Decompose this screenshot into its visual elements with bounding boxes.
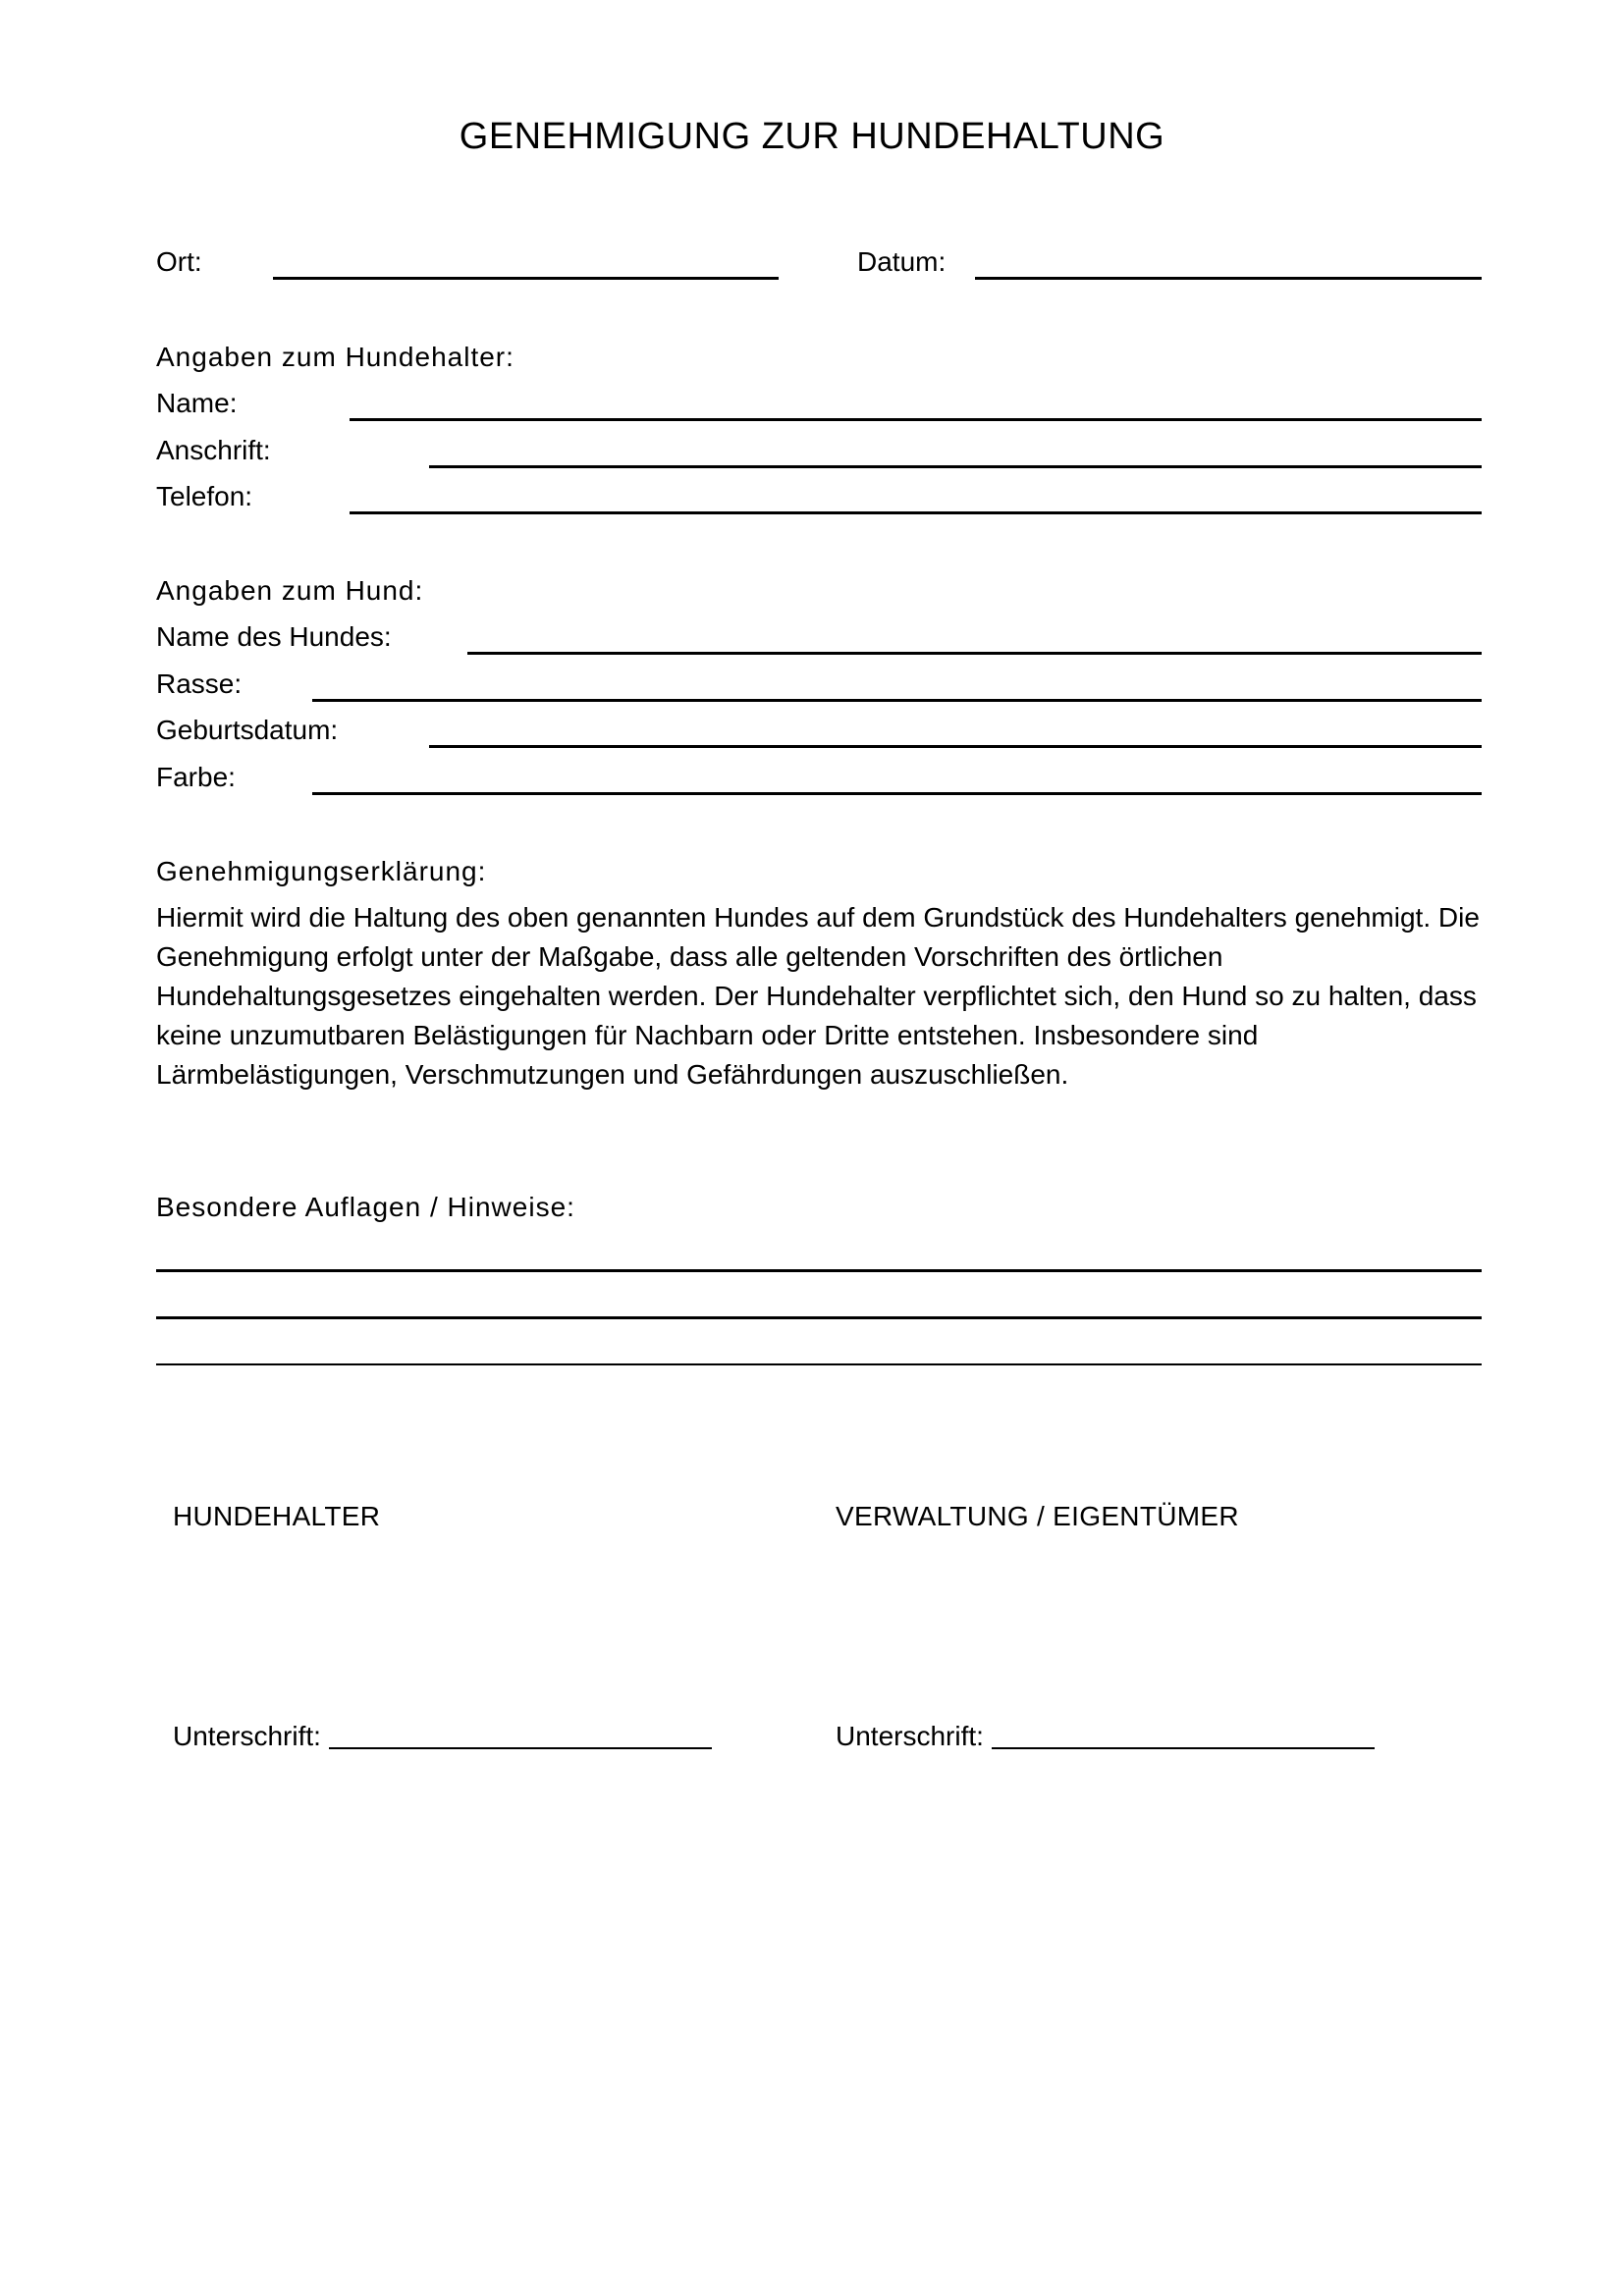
hundehalter-signature-field[interactable] [329, 1747, 712, 1749]
hund-name-field[interactable] [467, 652, 1482, 655]
hundehalter-signature-label: Unterschrift: [173, 1721, 321, 1751]
auflagen-line-3[interactable] [156, 1363, 1482, 1365]
erklaerung-line: Genehmigung erfolgt unter der Maßgabe, dass alle geltenden Vorschriften des örtlichen [156, 941, 1223, 972]
geburtsdatum-field[interactable] [429, 745, 1482, 748]
auflagen-line-2[interactable] [156, 1316, 1482, 1319]
anschrift-label: Anschrift: [156, 435, 271, 465]
rasse-label: Rasse: [156, 668, 243, 699]
farbe-field[interactable] [312, 792, 1482, 795]
anschrift-field[interactable] [429, 465, 1482, 468]
erklaerung-text [156, 898, 1491, 1095]
erklaerung-heading: Genehmigungserklärung: [156, 856, 487, 886]
erklaerung-line: Hiermit wird die Haltung des oben genannten Hundes auf dem Grundstück des Hundehalters genehmigt. Die [156, 902, 1480, 933]
datum-field[interactable] [975, 277, 1482, 280]
telefon-field[interactable] [350, 511, 1482, 514]
verwaltung-signature-field[interactable] [992, 1747, 1375, 1749]
datum-label: Datum: [857, 246, 947, 277]
hundehalter-heading: HUNDEHALTER [173, 1501, 381, 1531]
erklaerung-line: Lärmbelästigungen, Verschmutzungen und Gefährdungen auszuschließen. [156, 1059, 1069, 1090]
halter-name-field[interactable] [350, 418, 1482, 421]
geburtsdatum-label: Geburtsdatum: [156, 715, 339, 745]
verwaltung-signature-label: Unterschrift: [836, 1721, 984, 1751]
telefon-label: Telefon: [156, 481, 253, 511]
hund-name-label: Name des Hundes: [156, 621, 392, 652]
erklaerung-line: keine unzumutbaren Belästigungen für Nachbarn oder Dritte entstehen. Insbesondere sind [156, 1020, 1259, 1050]
auflagen-line-1[interactable] [156, 1269, 1482, 1272]
rasse-field[interactable] [312, 699, 1482, 702]
auflagen-heading: Besondere Auflagen / Hinweise: [156, 1192, 575, 1222]
verwaltung-heading: VERWALTUNG / EIGENTÜMER [836, 1501, 1239, 1531]
document-title: GENEHMIGUNG ZUR HUNDEHALTUNG [459, 116, 1165, 157]
erklaerung-line: Hundehaltungsgesetzes eingehalten werden. Der Hundehalter verpflichtet sich, den Hund so zu halten, dass [156, 981, 1477, 1011]
ort-field[interactable] [273, 277, 779, 280]
halter-name-label: Name: [156, 388, 238, 418]
hund-heading: Angaben zum Hund: [156, 575, 424, 606]
halter-heading: Angaben zum Hundehalter: [156, 342, 514, 372]
ort-label: Ort: [156, 246, 202, 277]
farbe-label: Farbe: [156, 762, 236, 792]
